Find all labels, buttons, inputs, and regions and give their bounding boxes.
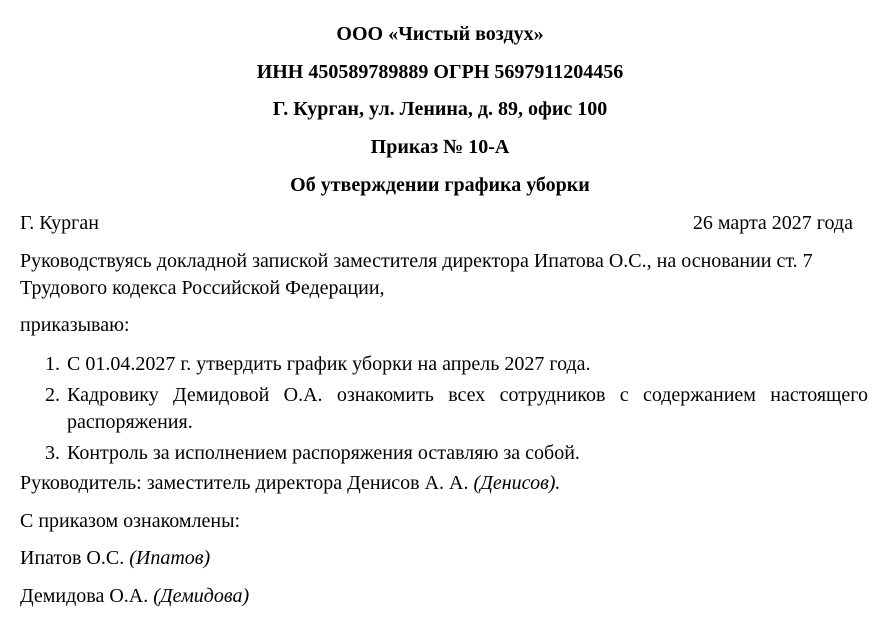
item-text: Контроль за исполнением распоряжения оставляю за собой. bbox=[67, 442, 580, 464]
list-item bbox=[20, 351, 868, 378]
company-address: Г. Курган, ул. Ленина, д. 89, офис 100 bbox=[272, 98, 608, 120]
order-items bbox=[20, 351, 868, 467]
head-signature: (Денисов). bbox=[473, 472, 561, 494]
acquainted-row bbox=[20, 584, 249, 608]
list-item bbox=[20, 440, 868, 467]
item-number: 3. bbox=[45, 442, 60, 464]
acquainted-signature: (Демидова) bbox=[153, 585, 250, 607]
item-text: С 01.04.2027 г. утвердить график уборки на апрель 2027 года. bbox=[67, 353, 591, 375]
order-word: приказываю: bbox=[20, 314, 130, 336]
order-subject: Об утверждении графика уборки bbox=[290, 174, 590, 196]
list-item bbox=[20, 382, 868, 436]
place: Г. Курган bbox=[20, 212, 99, 234]
acquainted-title: С приказом ознакомлены: bbox=[20, 510, 241, 532]
item-number: 1. bbox=[45, 353, 60, 375]
item-number: 2. bbox=[45, 384, 60, 406]
head-signature-line bbox=[20, 471, 560, 495]
item-text: Кадровику Демидовой О.А. ознакомить всех сотрудников с содержанием настоящего распоряжения. bbox=[67, 384, 868, 433]
acquainted-row bbox=[20, 546, 210, 570]
acquainted-signature: (Ипатов) bbox=[129, 547, 211, 569]
head-signature-text: Руководитель: заместитель директора Денисов А. А. bbox=[20, 472, 469, 494]
order-number: Приказ № 10-А bbox=[370, 136, 510, 158]
preamble: Руководствуясь докладной запиской заместителя директора Ипатова О.С., на основании ст. 7 Трудового кодекса Российской Федерации, bbox=[20, 250, 813, 299]
company-name: ООО «Чистый воздух» bbox=[336, 23, 544, 45]
acquainted-name: Ипатов О.С. bbox=[20, 547, 125, 569]
company-ids: ИНН 450589789889 ОГРН 5697911204456 bbox=[256, 61, 624, 83]
acquainted-name: Демидова О.А. bbox=[20, 585, 149, 607]
date: 26 марта 2027 года bbox=[692, 212, 853, 234]
